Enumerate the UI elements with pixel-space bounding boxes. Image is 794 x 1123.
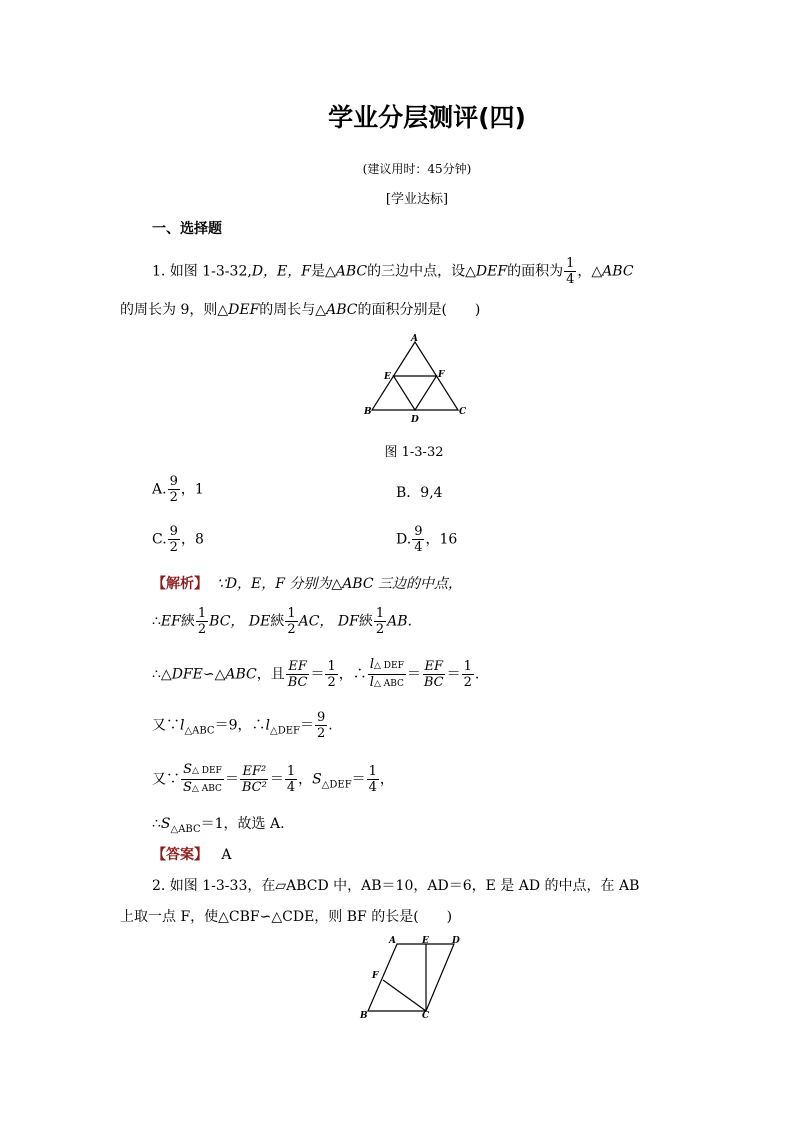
q1-text: 的三边中点，设△ [367,263,476,280]
analysis-line3 [152,657,479,692]
analysis-text: ，∴ [338,666,367,683]
parallelogram-figure [352,932,468,1020]
fraction [368,657,406,692]
numerator: 1 [375,606,385,621]
q1-text: 的周长与△ [259,302,327,318]
fraction [367,764,379,795]
denominator: 2 [463,675,472,690]
numerator: 9 [169,524,178,539]
analysis-text: △ ABC [373,679,404,689]
q1-text: 的面积分别是( ) [357,302,481,318]
label-c: C [459,407,467,417]
analysis-text: △ABC [170,823,201,835]
analysis-text: 又∵ [152,771,180,788]
fraction [462,659,474,690]
analysis-text: l [369,657,374,672]
time-hint: (建议用时：45分钟) [362,162,472,176]
fraction [374,606,386,637]
analysis-text: 綊 [358,613,373,630]
q1-text: ，△ [577,263,603,280]
option-label: D. [396,531,412,548]
label-a: A [411,334,418,344]
denominator: 2 [169,490,178,505]
numerator [368,657,406,675]
numerator: 1 [287,606,296,621]
fraction [285,764,297,795]
q1-stem-line2 [120,299,480,319]
analysis-text: DE [248,613,271,630]
q1-text: D，E，F [251,263,311,280]
analysis-line2 [152,606,412,637]
analysis-text: BC， [209,613,245,630]
segment-cf [383,980,426,1011]
option-value: ，8 [180,531,204,548]
analysis-text: S [312,771,322,788]
analysis-text: ∴ [152,816,161,832]
denominator [181,780,224,797]
numerator: EF² [242,764,267,779]
analysis-text: . [474,666,480,683]
q2-stem-line1: 2. 如图 1-3-33，在▱ABCD 中，AB＝10，AD＝6，E 是 AD 的中点，在 AB [152,878,640,894]
label-a: A [389,936,396,946]
analysis-text: S [183,780,192,795]
analysis-text: ＝ [351,771,366,788]
analysis-text: ，且 [256,666,285,683]
analysis-text: △ DEF [374,661,404,671]
answer-label: 【答案】 [152,847,208,863]
analysis-label: 【解析】 [152,576,208,592]
label-e: E [422,936,429,946]
denominator: BC² [241,780,267,795]
denominator: 2 [287,622,296,637]
fraction [286,659,310,690]
analysis-text: 綊 [180,613,195,630]
analysis-text: AC， [298,613,334,630]
label-d: D [452,936,460,946]
analysis-text: l [369,675,374,690]
fraction [564,256,576,287]
denominator: BC [287,675,308,690]
denominator: 4 [286,780,296,795]
analysis-line6 [152,813,285,835]
option-c[interactable] [152,524,204,555]
fraction [168,524,180,555]
label-f: F [438,370,445,380]
denominator: 2 [197,622,207,637]
denominator: 2 [316,726,326,741]
analysis-text: △ DEF [191,766,222,776]
analysis-text: ∴△ [152,666,172,683]
analysis-line4: 又$\because l_{\triangle ABC}=9$，$\therefore l_{\triangle DEF}=$ $\frac{9}{2}$ . [152,710,333,741]
analysis-text: ＝1，故选 A. [200,816,285,832]
denominator: 4 [368,780,377,795]
section-tag: [学业达标] [385,192,449,207]
analysis-text: DFE [171,666,203,683]
q1-text: 的面积为 [507,263,564,280]
analysis-text: ＝ [269,771,284,788]
denominator [368,675,406,692]
analysis-text: ＝ [406,666,421,683]
analysis-text: ABC [225,666,257,683]
analysis-text: AB. [387,613,412,630]
numerator: 1 [566,256,575,271]
analysis-text: △DEF [270,725,300,737]
analysis-text: DF [337,613,359,630]
numerator: EF [424,659,444,674]
numerator: 9 [414,524,423,539]
parallelogram-abcd [368,944,454,1011]
analysis-text: ＝ [299,717,314,734]
fraction [168,474,180,505]
analysis-text: △ ABC [191,784,222,794]
numerator: 1 [368,764,377,779]
denominator: BC [423,675,444,690]
label-b: B [364,407,372,417]
label-e: E [384,372,391,382]
q1-text: ABC [602,263,634,280]
answer-line [152,844,231,864]
analysis-text: ＝ [446,666,461,683]
fraction [285,606,297,637]
denominator: 2 [375,622,385,637]
fraction [422,659,446,690]
q1-text: ABC [335,263,368,280]
section-heading: 一、选择题 [152,221,222,237]
analysis-text: EF [160,613,181,630]
fraction [181,762,224,797]
option-label: A. [152,481,167,498]
answer-value: A [221,847,232,863]
fraction [315,710,327,741]
option-d[interactable] [396,524,457,555]
analysis-text: 又∵ [152,717,180,734]
analysis-line5 [152,762,394,797]
page-title: 学业分层测评(四) [328,103,526,132]
analysis-text: ， [379,771,394,788]
q1-text: ABC [326,302,358,318]
option-value: ，16 [425,531,458,548]
numerator: EF [288,659,307,674]
label-d: D [411,415,419,424]
q1-text: 的周长为 9，则△ [120,302,229,318]
numerator [181,762,224,780]
analysis-text: S [183,762,192,777]
analysis-text: ∽△ [202,666,226,683]
denominator: 2 [327,675,336,690]
q1-text: 是△ [310,263,336,280]
numerator: 9 [169,474,178,489]
analysis-text: l [180,717,185,734]
analysis-text: ＝ [224,771,239,788]
denominator: 2 [169,540,178,555]
numerator: 1 [286,764,296,779]
numerator: 9 [316,710,326,725]
numerator: 1 [463,659,472,674]
analysis-text: 綊 [270,613,285,630]
figure-caption: 图 1-3-32 [384,445,444,460]
denominator: 4 [566,272,575,287]
triangle-figure [360,332,470,424]
analysis-text: ＝ [310,666,325,683]
q1-stem-line1 [152,256,634,287]
numerator: 1 [327,659,336,674]
denominator: 4 [414,540,423,555]
fraction [412,524,424,555]
analysis-text: ∵D，E，F 分别为△ABC 三边的中点， [216,576,463,592]
q2-stem-line2: 上取一点 F，使△CBF∽△CDE，则 BF 的长是( ) [120,909,453,925]
label-b: B [360,1011,368,1020]
label-c: C [422,1011,430,1020]
label-f: F [372,971,379,981]
option-label: C. [152,531,167,548]
option-a[interactable] [152,474,204,505]
q1-text: DEF [475,263,508,280]
fraction [240,764,269,795]
q1-text: DEF [228,302,260,318]
fraction [196,606,208,637]
analysis-text: l [265,717,270,734]
analysis-text: S [160,816,171,832]
triangle-def [394,376,437,410]
analysis-text: ＝9，∴ [214,717,266,734]
option-value: ，1 [180,481,204,498]
q1-text: 1. 如图 1-3-32, [152,263,252,280]
analysis-text: ， [298,771,313,788]
analysis-text: △DEF [321,779,352,791]
option-b[interactable]: B．9,4 [396,485,443,501]
analysis-line1 [152,573,462,593]
analysis-text: △ABC [184,725,215,737]
analysis-text: ∴ [152,613,161,630]
numerator: 1 [197,606,207,621]
fraction [325,659,337,690]
